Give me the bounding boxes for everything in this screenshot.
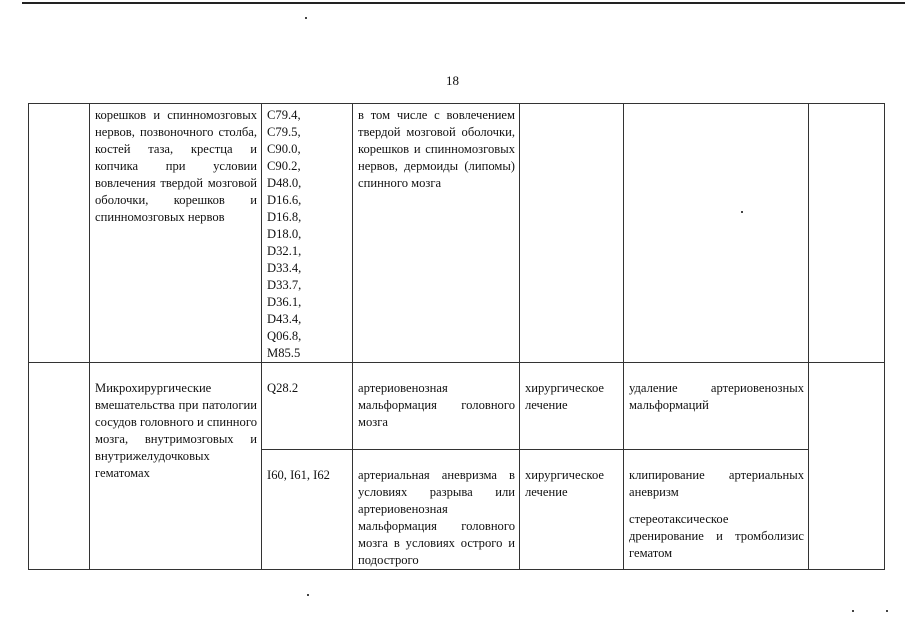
icd-codes-cell — [262, 104, 353, 363]
cost-cell — [809, 104, 885, 363]
icd-code: C90.2, — [267, 159, 301, 173]
icd-code: M85.5 — [267, 346, 301, 360]
icd-code: C79.5, — [267, 125, 301, 139]
medical-care-table — [28, 103, 885, 570]
icd-code: C90.0, — [267, 142, 301, 156]
table-row — [29, 104, 885, 363]
icd-code: C79.4, — [267, 108, 301, 122]
patient-model-cell: артериальная аневризма в условиях разрыва или артериовенозная мальформация головного мозга в условиях острого и подострого — [353, 450, 520, 570]
icd-codes-list — [267, 107, 348, 362]
icd-codes-cell: Q28.2 — [262, 363, 353, 450]
table-row — [29, 363, 885, 450]
treatment-type-cell — [520, 104, 624, 363]
icd-code: D16.8, — [267, 210, 302, 224]
icd-code: D33.4, — [267, 261, 302, 275]
patient-model-cell: в том числе с вовлечением твердой мозговой оболочки, корешков и спинномозговых нервов, дермоиды (липомы) спинного мозга — [353, 104, 520, 363]
icd-code: D48.0, — [267, 176, 302, 190]
treatment-method-cell — [624, 450, 809, 570]
care-type-cell: корешков и спинномозговых нервов, позвоночного столба, костей таза, крестца и копчика при условии вовлечения твердой мозговой оболочки, корешков и спинномозговых нервов — [90, 104, 262, 363]
treatment-method-cell — [624, 104, 809, 363]
scan-speck — [305, 17, 307, 19]
page-number: 18 — [446, 73, 459, 88]
row-number-cell — [29, 104, 90, 363]
top-rule — [22, 2, 905, 4]
scan-speck — [741, 211, 743, 213]
icd-code: D36.1, — [267, 295, 302, 309]
treatment-type-cell: хирургическое лечение — [520, 363, 624, 450]
treatment-type-cell: хирургическое лечение — [520, 450, 624, 570]
scan-speck — [852, 610, 854, 612]
treatment-method-text: клипирование артериальных аневризм — [629, 468, 804, 499]
icd-code: D33.7, — [267, 278, 302, 292]
row-number-cell — [29, 363, 90, 570]
icd-code: D32.1, — [267, 244, 302, 258]
icd-code: Q06.8, — [267, 329, 302, 343]
method-spacer — [629, 501, 804, 511]
icd-code: D16.6, — [267, 193, 302, 207]
patient-model-cell: артериовенозная мальформация головного мозга — [353, 363, 520, 450]
icd-code: D18.0, — [267, 227, 302, 241]
icd-code: D43.4, — [267, 312, 302, 326]
cost-cell — [809, 363, 885, 570]
care-type-cell: Микрохирургические вмешательства при патологии сосудов головного и спинного мозга, внутримозговых и внутрижелудочковых гематомах — [90, 363, 262, 570]
scan-speck — [307, 594, 309, 596]
scan-speck — [886, 610, 888, 612]
treatment-method-cell: удаление артериовенозных мальформаций — [624, 363, 809, 450]
treatment-method-text: стереотаксическое дренирование и тромболизис гематом — [629, 512, 804, 560]
icd-codes-cell: I60, I61, I62 — [262, 450, 353, 570]
